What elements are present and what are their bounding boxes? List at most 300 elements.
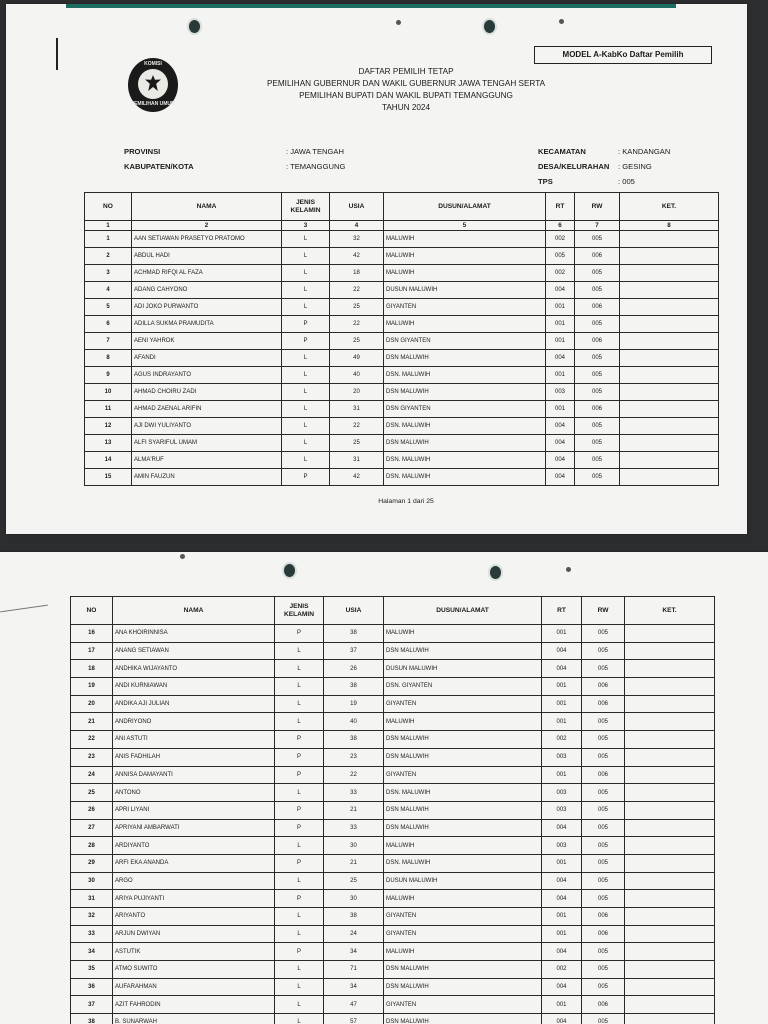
cell-alamat: DSN. MALUWIH bbox=[384, 367, 546, 384]
meta-right bbox=[538, 144, 670, 189]
cell-jenis-kelamin: L bbox=[275, 713, 324, 731]
title-line: PEMILIHAN GUBERNUR DAN WAKIL GUBERNUR JAWA TENGAH SERTA bbox=[266, 79, 546, 88]
cell-rt: 001 bbox=[546, 367, 575, 384]
cell-alamat: DSN GIYANTEN bbox=[384, 333, 546, 350]
cell-rw: 006 bbox=[575, 248, 620, 265]
cell-ket bbox=[620, 367, 719, 384]
col-header-nama: NAMA bbox=[132, 193, 282, 221]
cell-jenis-kelamin: L bbox=[275, 1014, 324, 1024]
cell-no: 35 bbox=[71, 961, 113, 979]
cell-rw: 006 bbox=[575, 299, 620, 316]
cell-rw: 006 bbox=[575, 333, 620, 350]
cell-no: 8 bbox=[85, 350, 132, 367]
cell-rw: 006 bbox=[575, 401, 620, 418]
cell-alamat: DSN MALUWIH bbox=[384, 350, 546, 367]
cell-nama: AMIN FAUZUN bbox=[132, 469, 282, 486]
table-row bbox=[85, 435, 719, 452]
cell-no: 34 bbox=[71, 943, 113, 961]
cell-ket bbox=[620, 282, 719, 299]
cell-rt: 003 bbox=[546, 384, 575, 401]
cell-alamat: MALUWIH bbox=[384, 316, 546, 333]
cell-rw: 005 bbox=[582, 1014, 625, 1024]
cell-rt: 004 bbox=[546, 350, 575, 367]
cell-rw: 005 bbox=[582, 625, 625, 643]
cell-rt: 005 bbox=[546, 248, 575, 265]
cell-usia: 20 bbox=[330, 384, 384, 401]
col-header-ket: KET. bbox=[620, 193, 719, 221]
cell-alamat: DSN MALUWIH bbox=[384, 961, 542, 979]
cell-ket bbox=[625, 625, 715, 643]
cell-nama: ANDIKA AJI JULIAN bbox=[113, 695, 275, 713]
cell-rw: 005 bbox=[575, 435, 620, 452]
cell-ket bbox=[625, 695, 715, 713]
cell-alamat: GIYANTEN bbox=[384, 695, 542, 713]
cell-alamat: DSN. MALUWIH bbox=[384, 854, 542, 872]
cell-jenis-kelamin: L bbox=[275, 642, 324, 660]
kpu-logo bbox=[128, 58, 178, 112]
cell-nama: ADILLA SUKMA PRAMUDITA bbox=[132, 316, 282, 333]
cell-rw: 005 bbox=[582, 819, 625, 837]
cell-nama: AZIT FAHRODIN bbox=[113, 996, 275, 1014]
cell-rw: 005 bbox=[582, 961, 625, 979]
cell-alamat: MALUWIH bbox=[384, 890, 542, 908]
cell-rt: 002 bbox=[542, 961, 582, 979]
cell-no: 32 bbox=[71, 908, 113, 926]
table-row bbox=[85, 452, 719, 469]
cell-rt: 004 bbox=[542, 890, 582, 908]
cell-usia: 32 bbox=[330, 231, 384, 248]
cell-ket bbox=[625, 748, 715, 766]
cell-alamat: DSN MALUWIH bbox=[384, 731, 542, 749]
cell-jenis-kelamin: P bbox=[282, 333, 330, 350]
cell-rw: 005 bbox=[575, 384, 620, 401]
cell-rw: 005 bbox=[582, 784, 625, 802]
col-header-jenis-kelamin: JENIS KELAMIN bbox=[282, 193, 330, 221]
voter-list-page-2 bbox=[0, 552, 768, 1024]
cell-rw: 005 bbox=[582, 731, 625, 749]
cell-ket bbox=[625, 731, 715, 749]
cell-ket bbox=[620, 469, 719, 486]
table-row bbox=[71, 925, 715, 943]
col-header-nama: NAMA bbox=[113, 597, 275, 625]
cell-no: 30 bbox=[71, 872, 113, 890]
cell-alamat: DSN MALUWIH bbox=[384, 384, 546, 401]
cell-rw: 005 bbox=[575, 350, 620, 367]
cell-no: 19 bbox=[71, 678, 113, 696]
table-row bbox=[71, 713, 715, 731]
cell-jenis-kelamin: P bbox=[275, 854, 324, 872]
punch-hole bbox=[180, 554, 185, 559]
cell-usia: 33 bbox=[324, 784, 384, 802]
cell-alamat: MALUWIH bbox=[384, 837, 542, 855]
cell-usia: 25 bbox=[330, 299, 384, 316]
cell-rt: 001 bbox=[546, 333, 575, 350]
cell-rw: 006 bbox=[582, 678, 625, 696]
cell-rw: 005 bbox=[575, 316, 620, 333]
cell-usia: 42 bbox=[330, 248, 384, 265]
cell-rt: 004 bbox=[542, 943, 582, 961]
cell-ket bbox=[625, 678, 715, 696]
cell-alamat: MALUWIH bbox=[384, 943, 542, 961]
cell-no: 13 bbox=[85, 435, 132, 452]
cell-usia: 18 bbox=[330, 265, 384, 282]
cell-usia: 40 bbox=[324, 713, 384, 731]
col-header-ket: KET. bbox=[625, 597, 715, 625]
cell-rt: 001 bbox=[546, 299, 575, 316]
cell-nama: ARDIYANTO bbox=[113, 837, 275, 855]
cell-alamat: GIYANTEN bbox=[384, 996, 542, 1014]
table-row bbox=[71, 996, 715, 1014]
document-title bbox=[216, 66, 596, 114]
cell-nama: ACHMAD RIFQI AL FAZA bbox=[132, 265, 282, 282]
table-row bbox=[85, 248, 719, 265]
cell-jenis-kelamin: L bbox=[275, 695, 324, 713]
cell-nama: ANDHIKA WIJAYANTO bbox=[113, 660, 275, 678]
cell-no: 11 bbox=[85, 401, 132, 418]
cell-ket bbox=[625, 978, 715, 996]
cell-no: 37 bbox=[71, 996, 113, 1014]
cell-nama: AJI DWI YULIYANTO bbox=[132, 418, 282, 435]
table-row bbox=[85, 401, 719, 418]
col-header-rt: RT bbox=[542, 597, 582, 625]
cell-nama: AFANDI bbox=[132, 350, 282, 367]
cell-nama: ARGO bbox=[113, 872, 275, 890]
cell-no: 2 bbox=[85, 248, 132, 265]
cell-no: 1 bbox=[85, 231, 132, 248]
cell-jenis-kelamin: L bbox=[275, 925, 324, 943]
cell-nama: ANANG SETIAWAN bbox=[113, 642, 275, 660]
cell-rw: 005 bbox=[575, 469, 620, 486]
cell-rt: 001 bbox=[542, 925, 582, 943]
cell-rw: 005 bbox=[575, 367, 620, 384]
col-header-no: NO bbox=[85, 193, 132, 221]
cell-no: 36 bbox=[71, 978, 113, 996]
cell-jenis-kelamin: P bbox=[275, 731, 324, 749]
cell-usia: 49 bbox=[330, 350, 384, 367]
cell-ket bbox=[625, 961, 715, 979]
cell-rt: 001 bbox=[542, 854, 582, 872]
cell-alamat: DSN MALUWIH bbox=[384, 819, 542, 837]
meta-value: : KANDANGAN bbox=[618, 147, 671, 156]
cell-nama: APRIYANI AMBARWATI bbox=[113, 819, 275, 837]
cell-jenis-kelamin: L bbox=[275, 784, 324, 802]
cell-usia: 22 bbox=[330, 316, 384, 333]
cell-rt: 001 bbox=[542, 695, 582, 713]
cell-usia: 22 bbox=[324, 766, 384, 784]
cell-ket bbox=[620, 316, 719, 333]
cell-no: 6 bbox=[85, 316, 132, 333]
cell-alamat: MALUWIH bbox=[384, 248, 546, 265]
cell-usia: 25 bbox=[330, 435, 384, 452]
cell-no: 24 bbox=[71, 766, 113, 784]
cell-usia: 34 bbox=[324, 978, 384, 996]
cell-usia: 38 bbox=[324, 731, 384, 749]
cell-nama: B. SUNARWAH bbox=[113, 1014, 275, 1024]
table-body bbox=[71, 625, 715, 1024]
cell-nama: ALFI SYARIFUL UMAM bbox=[132, 435, 282, 452]
logo-ring-bottom-text: PEMILIHAN UMUM bbox=[130, 101, 176, 107]
cell-jenis-kelamin: L bbox=[275, 660, 324, 678]
col-header-alamat: DUSUN/ALAMAT bbox=[384, 193, 546, 221]
cell-no: 21 bbox=[71, 713, 113, 731]
cell-no: 16 bbox=[71, 625, 113, 643]
cell-nama: ARIYANTO bbox=[113, 908, 275, 926]
cell-nama: ANDI KURNIAWAN bbox=[113, 678, 275, 696]
cell-no: 33 bbox=[71, 925, 113, 943]
cell-rt: 004 bbox=[546, 435, 575, 452]
table-row bbox=[85, 384, 719, 401]
cell-usia: 24 bbox=[324, 925, 384, 943]
cell-jenis-kelamin: L bbox=[282, 367, 330, 384]
cell-no: 22 bbox=[71, 731, 113, 749]
table-row bbox=[85, 418, 719, 435]
cell-jenis-kelamin: L bbox=[282, 418, 330, 435]
voter-table-page-2 bbox=[70, 596, 715, 1024]
table-row bbox=[71, 695, 715, 713]
cell-rw: 005 bbox=[582, 837, 625, 855]
cell-usia: 26 bbox=[324, 660, 384, 678]
cell-jenis-kelamin: L bbox=[282, 401, 330, 418]
meta-value: : TEMANGGUNG bbox=[286, 162, 346, 171]
cell-alamat: DUSUN MALUWIH bbox=[384, 282, 546, 299]
cell-alamat: DSN. MALUWIH bbox=[384, 469, 546, 486]
cell-rw: 006 bbox=[582, 925, 625, 943]
cell-usia: 40 bbox=[330, 367, 384, 384]
cell-rt: 003 bbox=[542, 837, 582, 855]
title-line: DAFTAR PEMILIH TETAP bbox=[358, 67, 454, 76]
cell-rw: 005 bbox=[582, 748, 625, 766]
cell-ket bbox=[625, 660, 715, 678]
meta-value: : GESING bbox=[618, 162, 652, 171]
cell-nama: ASTUTIK bbox=[113, 943, 275, 961]
cell-usia: 38 bbox=[324, 908, 384, 926]
col-header-rw: RW bbox=[582, 597, 625, 625]
cell-usia: 21 bbox=[324, 854, 384, 872]
table-row bbox=[71, 731, 715, 749]
table-row bbox=[85, 231, 719, 248]
cell-ket bbox=[620, 435, 719, 452]
cell-jenis-kelamin: P bbox=[275, 943, 324, 961]
cell-rw: 006 bbox=[582, 908, 625, 926]
cell-jenis-kelamin: L bbox=[282, 452, 330, 469]
table-row bbox=[85, 299, 719, 316]
cell-ket bbox=[625, 996, 715, 1014]
table-row bbox=[71, 1014, 715, 1024]
punch-hole bbox=[396, 20, 401, 25]
col-header-jenis-kelamin: JENIS KELAMIN bbox=[275, 597, 324, 625]
voter-list-page-1 bbox=[6, 4, 747, 534]
cell-rt: 004 bbox=[546, 469, 575, 486]
table-row bbox=[85, 350, 719, 367]
cell-no: 12 bbox=[85, 418, 132, 435]
cell-alamat: DSN MALUWIH bbox=[384, 978, 542, 996]
cell-alamat: DSN MALUWIH bbox=[384, 748, 542, 766]
cell-jenis-kelamin: L bbox=[282, 282, 330, 299]
cell-nama: ANA KHOIRINNISA bbox=[113, 625, 275, 643]
cell-nama: AHMAD CHOIRU ZADI bbox=[132, 384, 282, 401]
cell-usia: 30 bbox=[324, 890, 384, 908]
cell-no: 20 bbox=[71, 695, 113, 713]
cell-nama: AGUS INDRAYANTO bbox=[132, 367, 282, 384]
cell-nama: ANNISA DAMAYANTI bbox=[113, 766, 275, 784]
cell-jenis-kelamin: L bbox=[282, 435, 330, 452]
cell-alamat: DUSUN MALUWIH bbox=[384, 660, 542, 678]
cell-rt: 004 bbox=[542, 978, 582, 996]
cell-rt: 001 bbox=[542, 908, 582, 926]
cell-alamat: DUSUN MALUWIH bbox=[384, 872, 542, 890]
title-line: TAHUN 2024 bbox=[381, 103, 431, 112]
cell-usia: 30 bbox=[324, 837, 384, 855]
table-row bbox=[71, 837, 715, 855]
cell-usia: 31 bbox=[330, 452, 384, 469]
cell-nama: ADI JOKO PURWANTO bbox=[132, 299, 282, 316]
cell-alamat: GIYANTEN bbox=[384, 299, 546, 316]
meta-left bbox=[124, 144, 345, 174]
margin-mark bbox=[56, 38, 58, 70]
cell-ket bbox=[625, 642, 715, 660]
logo-ring-top-text: KOMISI bbox=[144, 61, 162, 67]
fold-mark bbox=[0, 605, 48, 613]
cell-rw: 005 bbox=[582, 872, 625, 890]
cell-alamat: MALUWIH bbox=[384, 713, 542, 731]
cell-ket bbox=[625, 925, 715, 943]
table-row bbox=[71, 890, 715, 908]
cell-rt: 002 bbox=[546, 265, 575, 282]
cell-jenis-kelamin: P bbox=[282, 316, 330, 333]
table-row bbox=[71, 801, 715, 819]
cell-rt: 004 bbox=[542, 660, 582, 678]
cell-usia: 21 bbox=[324, 801, 384, 819]
table-row bbox=[71, 943, 715, 961]
col-header-alamat: DUSUN/ALAMAT bbox=[384, 597, 542, 625]
cell-usia: 37 bbox=[324, 642, 384, 660]
table-row bbox=[71, 625, 715, 643]
cell-usia: 23 bbox=[324, 748, 384, 766]
cell-rt: 001 bbox=[542, 678, 582, 696]
cell-nama: APRI LIYANI bbox=[113, 801, 275, 819]
top-edge-band bbox=[66, 4, 676, 8]
cell-nama: ANIS FADHILAH bbox=[113, 748, 275, 766]
cell-rt: 001 bbox=[546, 401, 575, 418]
cell-usia: 25 bbox=[324, 872, 384, 890]
cell-rt: 001 bbox=[542, 625, 582, 643]
title-line: PEMILIHAN BUPATI DAN WAKIL BUPATI TEMANGGUNG bbox=[299, 91, 513, 100]
cell-rw: 005 bbox=[575, 418, 620, 435]
cell-rw: 005 bbox=[575, 452, 620, 469]
cell-alamat: DSN GIYANTEN bbox=[384, 401, 546, 418]
cell-no: 4 bbox=[85, 282, 132, 299]
cell-jenis-kelamin: L bbox=[275, 837, 324, 855]
cell-rw: 005 bbox=[582, 713, 625, 731]
cell-no: 10 bbox=[85, 384, 132, 401]
voter-table-page-1 bbox=[84, 192, 719, 486]
table-row bbox=[71, 748, 715, 766]
cell-ket bbox=[620, 231, 719, 248]
cell-jenis-kelamin: P bbox=[275, 748, 324, 766]
cell-usia: 47 bbox=[324, 996, 384, 1014]
cell-jenis-kelamin: L bbox=[282, 248, 330, 265]
cell-no: 3 bbox=[85, 265, 132, 282]
cell-rt: 004 bbox=[546, 282, 575, 299]
cell-no: 38 bbox=[71, 1014, 113, 1024]
cell-rt: 004 bbox=[542, 1014, 582, 1024]
page-footer: Halaman 1 dari 25 bbox=[378, 498, 434, 505]
cell-jenis-kelamin: L bbox=[275, 678, 324, 696]
cell-no: 27 bbox=[71, 819, 113, 837]
cell-no: 29 bbox=[71, 854, 113, 872]
table-body bbox=[85, 221, 719, 486]
cell-jenis-kelamin: P bbox=[275, 625, 324, 643]
cell-rw: 005 bbox=[582, 642, 625, 660]
col-header-rw: RW bbox=[575, 193, 620, 221]
cell-ket bbox=[625, 890, 715, 908]
cell-no: 28 bbox=[71, 837, 113, 855]
table-row bbox=[85, 282, 719, 299]
cell-ket bbox=[620, 265, 719, 282]
cell-jenis-kelamin: L bbox=[282, 350, 330, 367]
cell-alamat: MALUWIH bbox=[384, 625, 542, 643]
cell-rt: 001 bbox=[542, 996, 582, 1014]
cell-jenis-kelamin: L bbox=[275, 996, 324, 1014]
cell-jenis-kelamin: L bbox=[275, 908, 324, 926]
cell-nama: ALMA'RUF bbox=[132, 452, 282, 469]
cell-usia: 57 bbox=[324, 1014, 384, 1024]
col-header-rt: RT bbox=[546, 193, 575, 221]
cell-rt: 001 bbox=[546, 316, 575, 333]
cell-usia: 71 bbox=[324, 961, 384, 979]
cell-ket bbox=[625, 766, 715, 784]
table-row bbox=[71, 642, 715, 660]
cell-rw: 005 bbox=[582, 943, 625, 961]
cell-ket bbox=[620, 350, 719, 367]
cell-nama: ABDUL HADI bbox=[132, 248, 282, 265]
meta-key: KABUPATEN/KOTA bbox=[124, 162, 194, 171]
table-row bbox=[71, 678, 715, 696]
table-row bbox=[85, 367, 719, 384]
meta-key: DESA/KELURAHAN bbox=[538, 162, 610, 171]
cell-alamat: DSN MALUWIH bbox=[384, 801, 542, 819]
punch-hole bbox=[488, 564, 503, 581]
cell-no: 5 bbox=[85, 299, 132, 316]
cell-rt: 003 bbox=[542, 784, 582, 802]
cell-usia: 33 bbox=[324, 819, 384, 837]
cell-nama: AAN SETIAWAN PRASETYO PRATOMO bbox=[132, 231, 282, 248]
cell-ket bbox=[625, 854, 715, 872]
cell-jenis-kelamin: L bbox=[275, 961, 324, 979]
cell-alamat: GIYANTEN bbox=[384, 925, 542, 943]
cell-ket bbox=[620, 418, 719, 435]
meta-key: PROVINSI bbox=[124, 147, 161, 156]
table-row bbox=[71, 872, 715, 890]
cell-no: 25 bbox=[71, 784, 113, 802]
col-header-usia: USIA bbox=[324, 597, 384, 625]
cell-rt: 001 bbox=[542, 713, 582, 731]
table-row bbox=[71, 978, 715, 996]
cell-usia: 38 bbox=[324, 678, 384, 696]
cell-ket bbox=[625, 1014, 715, 1024]
cell-ket bbox=[620, 384, 719, 401]
cell-rt: 004 bbox=[542, 642, 582, 660]
cell-jenis-kelamin: L bbox=[275, 872, 324, 890]
cell-ket bbox=[625, 872, 715, 890]
punch-hole bbox=[566, 567, 571, 572]
table-row bbox=[71, 908, 715, 926]
cell-alamat: MALUWIH bbox=[384, 231, 546, 248]
cell-rt: 001 bbox=[542, 766, 582, 784]
cell-rt: 002 bbox=[546, 231, 575, 248]
cell-nama: ANI ASTUTI bbox=[113, 731, 275, 749]
cell-no: 9 bbox=[85, 367, 132, 384]
